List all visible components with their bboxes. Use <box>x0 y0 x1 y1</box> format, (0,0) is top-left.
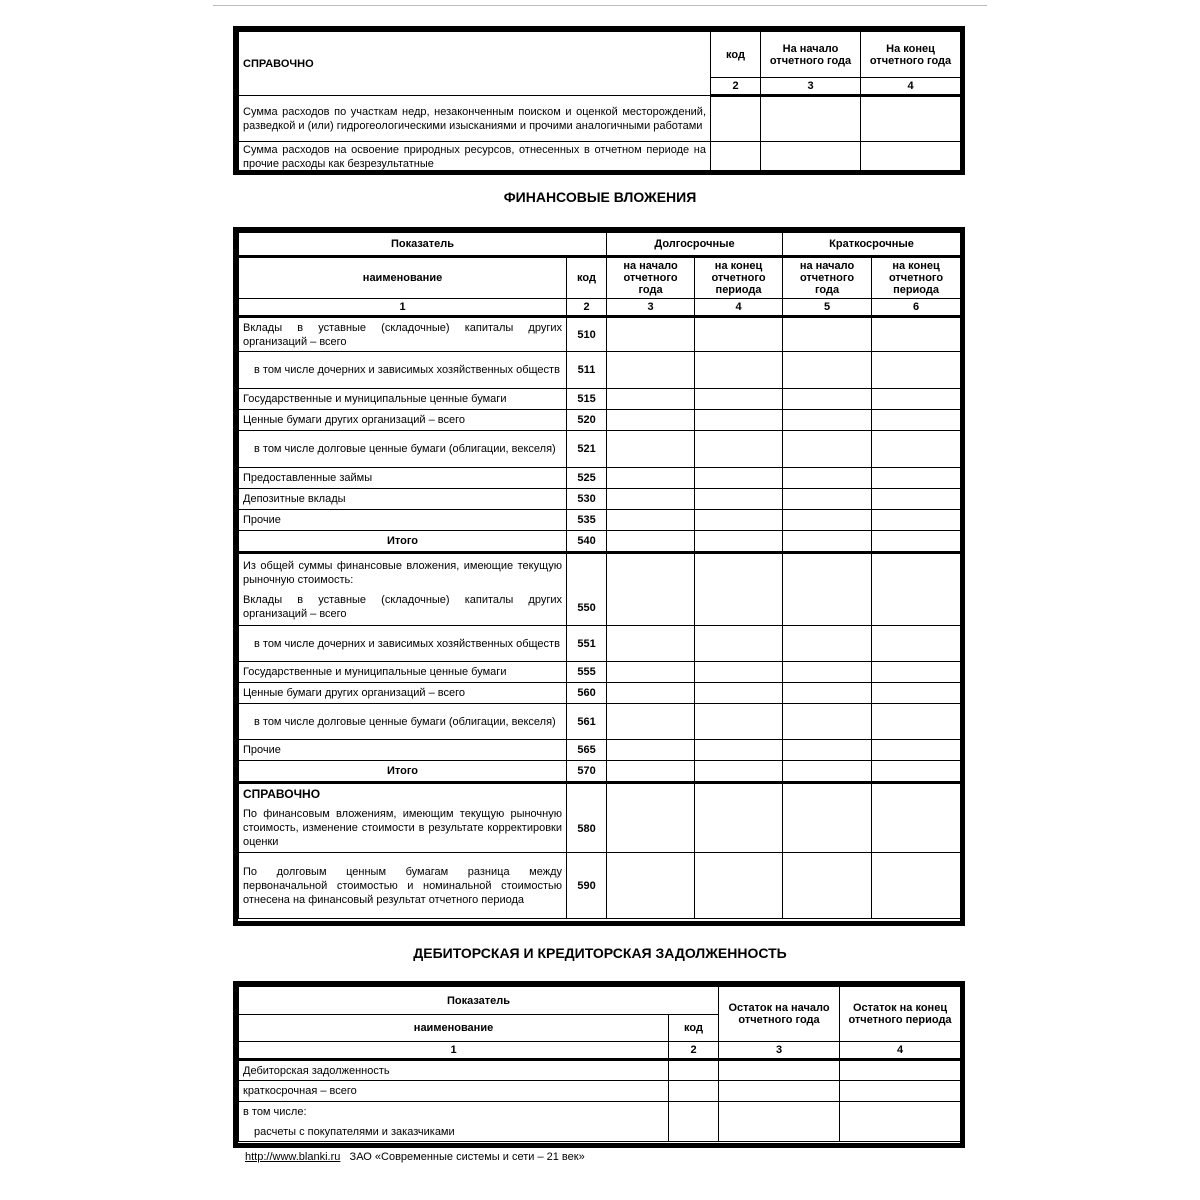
cell <box>607 783 695 853</box>
cell <box>783 489 872 510</box>
cell <box>695 626 783 662</box>
fin-col-short-start: на начало отчетного года <box>783 257 872 299</box>
fin-row-code: 520 <box>567 410 607 431</box>
cell <box>761 96 861 142</box>
cell <box>872 531 961 553</box>
col-number: 2 <box>567 299 607 317</box>
fin-row-code: 580 <box>567 783 607 853</box>
fin-row-label: Прочие <box>239 740 567 761</box>
section-title-debt: ДЕБИТОРСКАЯ И КРЕДИТОРСКАЯ ЗАДОЛЖЕННОСТЬ <box>413 945 787 961</box>
fin-row-code: 540 <box>567 531 607 553</box>
cell <box>607 853 695 919</box>
cell <box>695 853 783 919</box>
cell <box>783 410 872 431</box>
cell <box>607 431 695 468</box>
col-number: 6 <box>872 299 961 317</box>
fin-row-label: Вклады в уставные (складочные) капиталы других организаций – всего <box>239 317 567 352</box>
fin-row-label: Ценные бумаги других организаций – всего <box>239 683 567 704</box>
cell <box>872 468 961 489</box>
fin-row-code: 565 <box>567 740 607 761</box>
fin-row-label: Ценные бумаги других организаций – всего <box>239 410 567 431</box>
fin-row-label: в том числе долговые ценные бумаги (облигации, векселя) <box>239 704 567 740</box>
cell <box>861 142 961 173</box>
cell <box>695 531 783 553</box>
cell <box>607 531 695 553</box>
cell <box>695 389 783 410</box>
cell <box>695 783 783 853</box>
fin-row-total: Итого <box>239 761 567 783</box>
debt-col-end: Остаток на конец отчетного периода <box>840 987 961 1042</box>
fin-row-code: 515 <box>567 389 607 410</box>
footer <box>245 1151 585 1163</box>
cell <box>872 553 961 626</box>
cell <box>607 317 695 352</box>
fin-col-long-end: на конец отчетного периода <box>695 257 783 299</box>
cell <box>840 1060 961 1081</box>
cell <box>607 510 695 531</box>
fin-row-code: 555 <box>567 662 607 683</box>
cell <box>607 626 695 662</box>
cell <box>607 740 695 761</box>
fin-row-code: 590 <box>567 853 607 919</box>
cell <box>607 489 695 510</box>
cell <box>783 704 872 740</box>
fin-row-intro: Из общей суммы финансовые вложения, имеющие текущую рыночную стоимость: <box>243 559 562 586</box>
cell <box>607 389 695 410</box>
cell <box>783 389 872 410</box>
fin-row-code: 521 <box>567 431 607 468</box>
cell <box>607 352 695 389</box>
cell <box>872 740 961 761</box>
fin-col-long-start: на начало отчетного года <box>607 257 695 299</box>
cell <box>840 1081 961 1102</box>
col-number: 2 <box>669 1042 719 1060</box>
cell <box>783 853 872 919</box>
cell <box>695 410 783 431</box>
section-title-fin: ФИНАНСОВЫЕ ВЛОЖЕНИЯ <box>503 189 697 205</box>
cell <box>669 1102 719 1142</box>
col-number: 3 <box>761 78 861 96</box>
debt-row-sublabel: расчеты с покупателями и заказчиками <box>254 1125 455 1138</box>
cell <box>872 510 961 531</box>
reference-title: СПРАВОЧНО <box>239 32 711 96</box>
cell <box>607 468 695 489</box>
fin-table <box>233 227 965 926</box>
col-number: 2 <box>711 78 761 96</box>
cell <box>872 317 961 352</box>
col-number: 5 <box>783 299 872 317</box>
debt-col-indicator: Показатель <box>239 987 719 1015</box>
cell <box>783 352 872 389</box>
cell <box>669 1060 719 1081</box>
cell <box>783 317 872 352</box>
fin-row-label: в том числе дочерних и зависимых хозяйственных обществ <box>239 352 567 389</box>
col-number: 3 <box>719 1042 840 1060</box>
reference-row-label: Сумма расходов на освоение природных ресурсов, отнесенных в отчетном периоде на прочие расходы как безрезультатные <box>239 142 711 173</box>
cell <box>695 662 783 683</box>
cell <box>872 662 961 683</box>
cell <box>783 740 872 761</box>
col-number: 1 <box>239 299 567 317</box>
col-number: 1 <box>239 1042 669 1060</box>
fin-row-code: 535 <box>567 510 607 531</box>
cell <box>719 1060 840 1081</box>
fin-col-code: код <box>567 257 607 299</box>
cell <box>607 553 695 626</box>
cell <box>872 410 961 431</box>
fin-row-code: 551 <box>567 626 607 662</box>
cell <box>872 389 961 410</box>
fin-row-sublabel: Вклады в уставные (складочные) капиталы других организаций – всего <box>243 593 562 620</box>
fin-row-label: Государственные и муниципальные ценные бумаги <box>239 389 567 410</box>
cell <box>669 1081 719 1102</box>
fin-row-code: 570 <box>567 761 607 783</box>
cell <box>872 431 961 468</box>
cell <box>695 510 783 531</box>
cell <box>695 704 783 740</box>
fin-col-short: Краткосрочные <box>783 233 961 257</box>
debt-row-label: Дебиторская задолженность <box>239 1060 669 1081</box>
fin-row-code: 561 <box>567 704 607 740</box>
fin-row-label: Прочие <box>239 510 567 531</box>
fin-row-label <box>239 553 567 626</box>
fin-col-long: Долгосрочные <box>607 233 783 257</box>
debt-table <box>233 981 965 1148</box>
cell <box>840 1102 961 1142</box>
cell <box>872 783 961 853</box>
cell <box>719 1102 840 1142</box>
cell <box>607 410 695 431</box>
cell <box>695 317 783 352</box>
cell <box>783 662 872 683</box>
top-rule <box>213 5 987 6</box>
cell <box>761 142 861 173</box>
cell <box>783 783 872 853</box>
fin-col-short-end: на конец отчетного периода <box>872 257 961 299</box>
cell <box>719 1081 840 1102</box>
cell <box>607 662 695 683</box>
fin-row-code: 550 <box>567 553 607 626</box>
cell <box>872 489 961 510</box>
cell <box>695 489 783 510</box>
cell <box>783 626 872 662</box>
col-code: код <box>711 32 761 78</box>
col-number: 4 <box>695 299 783 317</box>
fin-row-total: Итого <box>239 531 567 553</box>
cell <box>607 704 695 740</box>
fin-col-name: наименование <box>239 257 567 299</box>
fin-row-label: Предоставленные займы <box>239 468 567 489</box>
cell <box>695 683 783 704</box>
cell <box>783 468 872 489</box>
cell <box>872 704 961 740</box>
debt-row-label: краткосрочная – всего <box>239 1081 669 1102</box>
cell <box>695 553 783 626</box>
cell <box>783 553 872 626</box>
footer-company: ЗАО «Современные системы и сети – 21 век» <box>349 1151 585 1163</box>
cell <box>607 761 695 783</box>
col-start: На начало отчетного года <box>761 32 861 78</box>
cell <box>861 96 961 142</box>
fin-row-label: Депозитные вклады <box>239 489 567 510</box>
cell <box>783 510 872 531</box>
fin-row-code: 525 <box>567 468 607 489</box>
cell <box>695 352 783 389</box>
footer-link[interactable]: http://www.blanki.ru <box>245 1151 341 1163</box>
cell <box>872 626 961 662</box>
debt-row-intro: в том числе: <box>243 1105 307 1118</box>
cell <box>872 853 961 919</box>
fin-row-code: 510 <box>567 317 607 352</box>
fin-row-heading: СПРАВОЧНО <box>243 787 321 801</box>
fin-row-sublabel: По финансовым вложениям, имеющим текущую рыночную стоимость, изменение стоимости в результате корректировки оценки <box>243 808 562 848</box>
debt-col-code: код <box>669 1015 719 1042</box>
fin-row-label: в том числе долговые ценные бумаги (облигации, векселя) <box>239 431 567 468</box>
cell <box>872 352 961 389</box>
cell <box>711 142 761 173</box>
fin-row-code: 560 <box>567 683 607 704</box>
cell <box>783 683 872 704</box>
cell <box>607 683 695 704</box>
fin-row-label: По долговым ценным бумагам разница между первоначальной стоимостью и номинальной стоимостью отнесена на финансовый результат отчетного периода <box>239 853 567 919</box>
col-end: На конец отчетного года <box>861 32 961 78</box>
cell <box>783 431 872 468</box>
cell <box>783 761 872 783</box>
cell <box>695 740 783 761</box>
debt-col-name: наименование <box>239 1015 669 1042</box>
col-number: 3 <box>607 299 695 317</box>
cell <box>695 468 783 489</box>
cell <box>783 531 872 553</box>
col-number: 4 <box>861 78 961 96</box>
cell <box>711 96 761 142</box>
reference-row-label: Сумма расходов по участкам недр, незаконченным поиском и оценкой месторождений, разведкой и (или) гидрогеологическими изысканиями и прочими аналогичными работами <box>239 96 711 142</box>
col-number: 4 <box>840 1042 961 1060</box>
fin-row-code: 530 <box>567 489 607 510</box>
fin-row-code: 511 <box>567 352 607 389</box>
cell <box>695 431 783 468</box>
cell <box>872 683 961 704</box>
fin-col-indicator: Показатель <box>239 233 607 257</box>
fin-row-label <box>239 783 567 853</box>
debt-row-label <box>239 1102 669 1142</box>
reference-table <box>233 26 965 175</box>
cell <box>695 761 783 783</box>
cell <box>872 761 961 783</box>
fin-row-label: Государственные и муниципальные ценные бумаги <box>239 662 567 683</box>
debt-col-start: Остаток на начало отчетного года <box>719 987 840 1042</box>
fin-row-label: в том числе дочерних и зависимых хозяйственных обществ <box>239 626 567 662</box>
